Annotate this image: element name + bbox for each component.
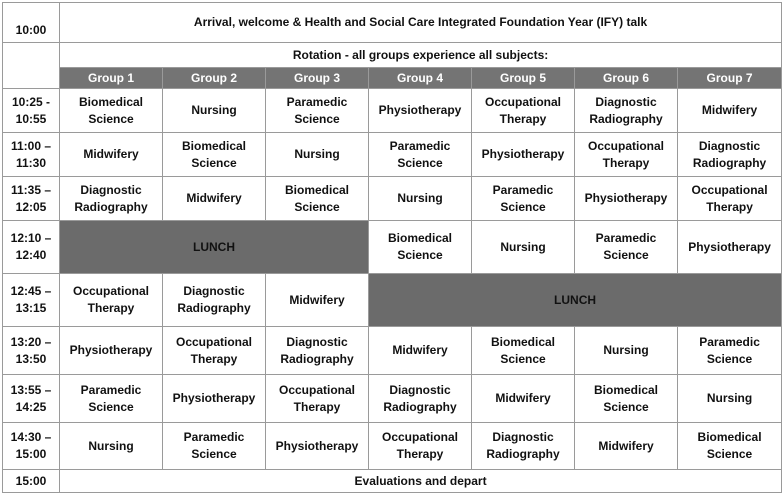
session-cell: Physiotherapy: [369, 89, 472, 133]
lunch-block: LUNCH: [60, 221, 369, 274]
session-cell: Midwifery: [266, 274, 369, 327]
depart-text: Evaluations and depart: [60, 470, 782, 493]
slot-row: [3, 327, 782, 375]
group-header: Group 4: [369, 68, 472, 89]
session-cell: Paramedic Science: [678, 327, 782, 375]
session-cell: Midwifery: [575, 423, 678, 470]
rotation-note: Rotation - all groups experience all subjects:: [60, 43, 782, 68]
session-cell: Occupational Therapy: [266, 375, 369, 423]
session-cell: Midwifery: [163, 177, 266, 221]
session-cell: Physiotherapy: [575, 177, 678, 221]
session-cell: Physiotherapy: [678, 221, 782, 274]
slot-time: 11:35 – 12:05: [3, 177, 60, 221]
group-header: Group 6: [575, 68, 678, 89]
session-cell: Occupational Therapy: [678, 177, 782, 221]
session-cell: Nursing: [472, 221, 575, 274]
slot-row: [3, 375, 782, 423]
session-cell: Nursing: [369, 177, 472, 221]
start-time: 10:00: [3, 3, 60, 43]
session-cell: Biomedical Science: [575, 375, 678, 423]
slot-time: 13:20 – 13:50: [3, 327, 60, 375]
slot-time: 12:10 – 12:40: [3, 221, 60, 274]
session-cell: Biomedical Science: [678, 423, 782, 470]
session-cell: Physiotherapy: [60, 327, 163, 375]
slot-time: 13:55 – 14:25: [3, 375, 60, 423]
session-cell: Nursing: [163, 89, 266, 133]
session-cell: Nursing: [575, 327, 678, 375]
session-cell: Occupational Therapy: [575, 133, 678, 177]
session-cell: Diagnostic Radiography: [575, 89, 678, 133]
slot-row: [3, 133, 782, 177]
session-cell: Paramedic Science: [369, 133, 472, 177]
session-cell: Paramedic Science: [472, 177, 575, 221]
slot-row: [3, 177, 782, 221]
slot-time: 10:25 - 10:55: [3, 89, 60, 133]
session-cell: Diagnostic Radiography: [266, 327, 369, 375]
group-header: Group 1: [60, 68, 163, 89]
session-cell: Paramedic Science: [575, 221, 678, 274]
session-cell: Paramedic Science: [60, 375, 163, 423]
session-cell: Nursing: [678, 375, 782, 423]
slot-time: 14:30 – 15:00: [3, 423, 60, 470]
session-cell: Nursing: [60, 423, 163, 470]
session-cell: Nursing: [266, 133, 369, 177]
group-header: Group 7: [678, 68, 782, 89]
session-cell: Paramedic Science: [266, 89, 369, 133]
session-cell: Occupational Therapy: [60, 274, 163, 327]
session-cell: Occupational Therapy: [163, 327, 266, 375]
session-cell: Midwifery: [472, 375, 575, 423]
session-cell: Paramedic Science: [163, 423, 266, 470]
session-cell: Diagnostic Radiography: [678, 133, 782, 177]
session-cell: Physiotherapy: [163, 375, 266, 423]
session-cell: Diagnostic Radiography: [60, 177, 163, 221]
session-cell: Biomedical Science: [163, 133, 266, 177]
session-cell: Diagnostic Radiography: [472, 423, 575, 470]
slot-row: [3, 423, 782, 470]
arrival-title: Arrival, welcome & Health and Social Care Integrated Foundation Year (IFY) talk: [60, 3, 782, 43]
arrival-row: [3, 3, 782, 43]
session-cell: Midwifery: [60, 133, 163, 177]
group-header: Group 3: [266, 68, 369, 89]
group-header-row: [3, 68, 782, 89]
group-header: Group 2: [163, 68, 266, 89]
depart-row: [3, 470, 782, 493]
session-cell: Midwifery: [678, 89, 782, 133]
session-cell: Diagnostic Radiography: [163, 274, 266, 327]
blank-corner: [3, 43, 60, 89]
slot-row: [3, 274, 782, 327]
schedule-table: [2, 2, 782, 493]
rotation-row: [3, 43, 782, 68]
session-cell: Physiotherapy: [266, 423, 369, 470]
session-cell: Occupational Therapy: [369, 423, 472, 470]
session-cell: Physiotherapy: [472, 133, 575, 177]
slot-time: 12:45 – 13:15: [3, 274, 60, 327]
session-cell: Midwifery: [369, 327, 472, 375]
session-cell: Diagnostic Radiography: [369, 375, 472, 423]
lunch-block: LUNCH: [369, 274, 782, 327]
session-cell: Occupational Therapy: [472, 89, 575, 133]
group-header: Group 5: [472, 68, 575, 89]
session-cell: Biomedical Science: [60, 89, 163, 133]
slot-time: 11:00 – 11:30: [3, 133, 60, 177]
session-cell: Biomedical Science: [266, 177, 369, 221]
slot-row: [3, 89, 782, 133]
slot-row: [3, 221, 782, 274]
session-cell: Biomedical Science: [472, 327, 575, 375]
end-time: 15:00: [3, 470, 60, 493]
session-cell: Biomedical Science: [369, 221, 472, 274]
